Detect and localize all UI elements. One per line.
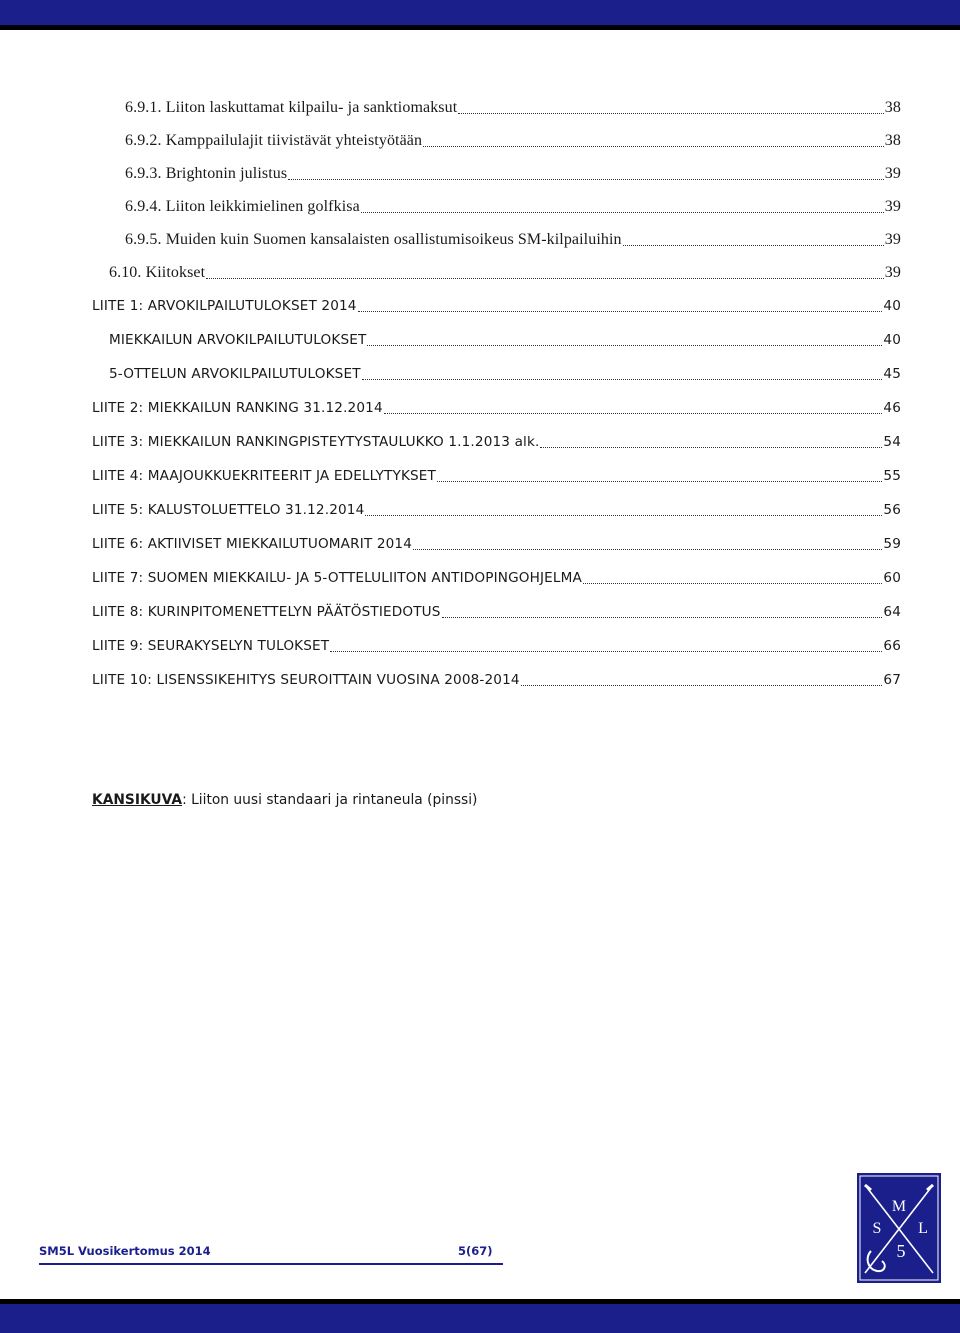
toc-leader-dots [358,310,883,312]
toc-leader-dots [367,344,882,346]
toc-entry-label: LIITE 5: KALUSTOLUETTELO 31.12.2014 [92,502,365,518]
caption-heading: KANSIKUVA [92,792,183,808]
toc-entry-label: 6.9.5. Muiden kuin Suomen kansalaisten osallistumisoikeus SM-kilpailuihin [125,231,622,248]
toc-leader-dots [365,514,882,516]
toc-entry[interactable] [92,464,901,488]
toc-entry-page: 39 [884,264,901,281]
toc-leader-dots [521,684,883,686]
toc-leader-dots [330,650,882,652]
toc-entry[interactable] [92,668,901,692]
toc-entry-label: LIITE 7: SUOMEN MIEKKAILU- JA 5-OTTELULIITON ANTIDOPINGOHJELMA [92,570,582,586]
toc-entry-label: MIEKKAILUN ARVOKILPAILUTULOKSET [109,332,367,348]
toc-entry-page: 59 [883,536,901,552]
caption-text: : Liiton uusi standaari ja rintaneula (pinssi) [182,792,478,808]
toc-leader-dots [442,616,883,618]
toc-entry-label: LIITE 3: MIEKKAILUN RANKINGPISTEYTYSTAULUKKO 1.1.2013 alk. [92,434,540,450]
toc-entry[interactable] [92,566,901,590]
toc-entry[interactable] [125,228,901,252]
toc-entry-page: 39 [884,198,901,215]
toc-entry-label: LIITE 2: MIEKKAILUN RANKING 31.12.2014 [92,400,383,416]
toc-leader-dots [361,211,884,213]
toc-entry[interactable] [109,362,901,386]
footer-rule [39,1263,503,1265]
logo-letter-right: L [918,1220,928,1237]
toc-entry[interactable] [125,195,901,219]
toc-entry[interactable] [109,328,901,352]
toc-entry-page: 40 [883,298,901,314]
toc-leader-dots [540,446,882,448]
toc-leader-dots [206,277,884,279]
toc-entry-page: 55 [883,468,901,484]
toc-leader-dots [623,244,884,246]
toc-entry[interactable] [109,261,901,285]
page-top-frame [0,0,960,30]
toc-entry-label: LIITE 10: LISENSSIKEHITYS SEUROITTAIN VUOSINA 2008-2014 [92,672,520,688]
logo-letter-left: S [872,1220,882,1237]
toc-entry[interactable] [125,162,901,186]
toc-entry-page: 45 [883,366,901,382]
toc-leader-dots [362,378,883,380]
logo-letter-top: M [891,1198,907,1215]
toc-entry[interactable] [92,430,901,454]
toc-leader-dots [384,412,883,414]
toc-entry-page: 46 [883,400,901,416]
toc-leader-dots [583,582,882,584]
toc-leader-dots [458,112,884,114]
toc-entry[interactable] [92,498,901,522]
toc-leader-dots [413,548,882,550]
toc-entry-label: LIITE 4: MAAJOUKKUEKRITEERIT JA EDELLYTYKSET [92,468,436,484]
toc-entry[interactable] [125,96,901,120]
toc-entry-label: LIITE 8: KURINPITOMENETTELYN PÄÄTÖSTIEDOTUS [92,604,441,620]
toc-entry-page: 56 [883,502,901,518]
toc-entry-page: 38 [884,99,901,116]
footer-page-indicator: 5(67) [458,1244,493,1258]
toc-entry-page: 54 [883,434,901,450]
toc-entry[interactable] [92,634,901,658]
toc-leader-dots [437,480,882,482]
toc-entry-page: 38 [884,132,901,149]
sm5l-logo [857,1173,941,1283]
toc-entry-label: 6.9.4. Liiton leikkimielinen golfkisa [125,198,360,215]
toc-leader-dots [423,145,884,147]
toc-entry-label: LIITE 6: AKTIIVISET MIEKKAILUTUOMARIT 2014 [92,536,413,552]
toc-entry-label: 6.9.3. Brightonin julistus [125,165,288,182]
page-bottom-frame [0,1299,960,1333]
toc-leader-dots [288,178,884,180]
toc-entry-label: 5-OTTELUN ARVOKILPAILUTULOKSET [109,366,361,382]
toc-entry[interactable] [92,396,901,420]
toc-entry-label: 6.10. Kiitokset [109,264,206,281]
toc-entry-page: 40 [883,332,901,348]
toc-entry[interactable] [92,532,901,556]
toc-entry-label: LIITE 1: ARVOKILPAILUTULOKSET 2014 [92,298,357,314]
toc-entry-page: 60 [883,570,901,586]
toc-entry-page: 39 [884,231,901,248]
toc-entry-page: 66 [883,638,901,654]
toc-entry[interactable] [92,600,901,624]
toc-entry-label: 6.9.2. Kamppailulajit tiivistävät yhteistyötään [125,132,423,149]
toc-entry[interactable] [92,294,901,318]
toc-entry-page: 67 [883,672,901,688]
logo-letter-bottom: 5 [896,1241,906,1261]
toc-entry-label: LIITE 9: SEURAKYSELYN TULOKSET [92,638,330,654]
toc-entry-page: 39 [884,165,901,182]
toc-entry-page: 64 [883,604,901,620]
toc-entry[interactable] [125,129,901,153]
toc-entry-label: 6.9.1. Liiton laskuttamat kilpailu- ja sanktiomaksut [125,99,458,116]
cover-caption [92,792,477,808]
footer-report-title: SM5L Vuosikertomus 2014 [39,1244,211,1258]
